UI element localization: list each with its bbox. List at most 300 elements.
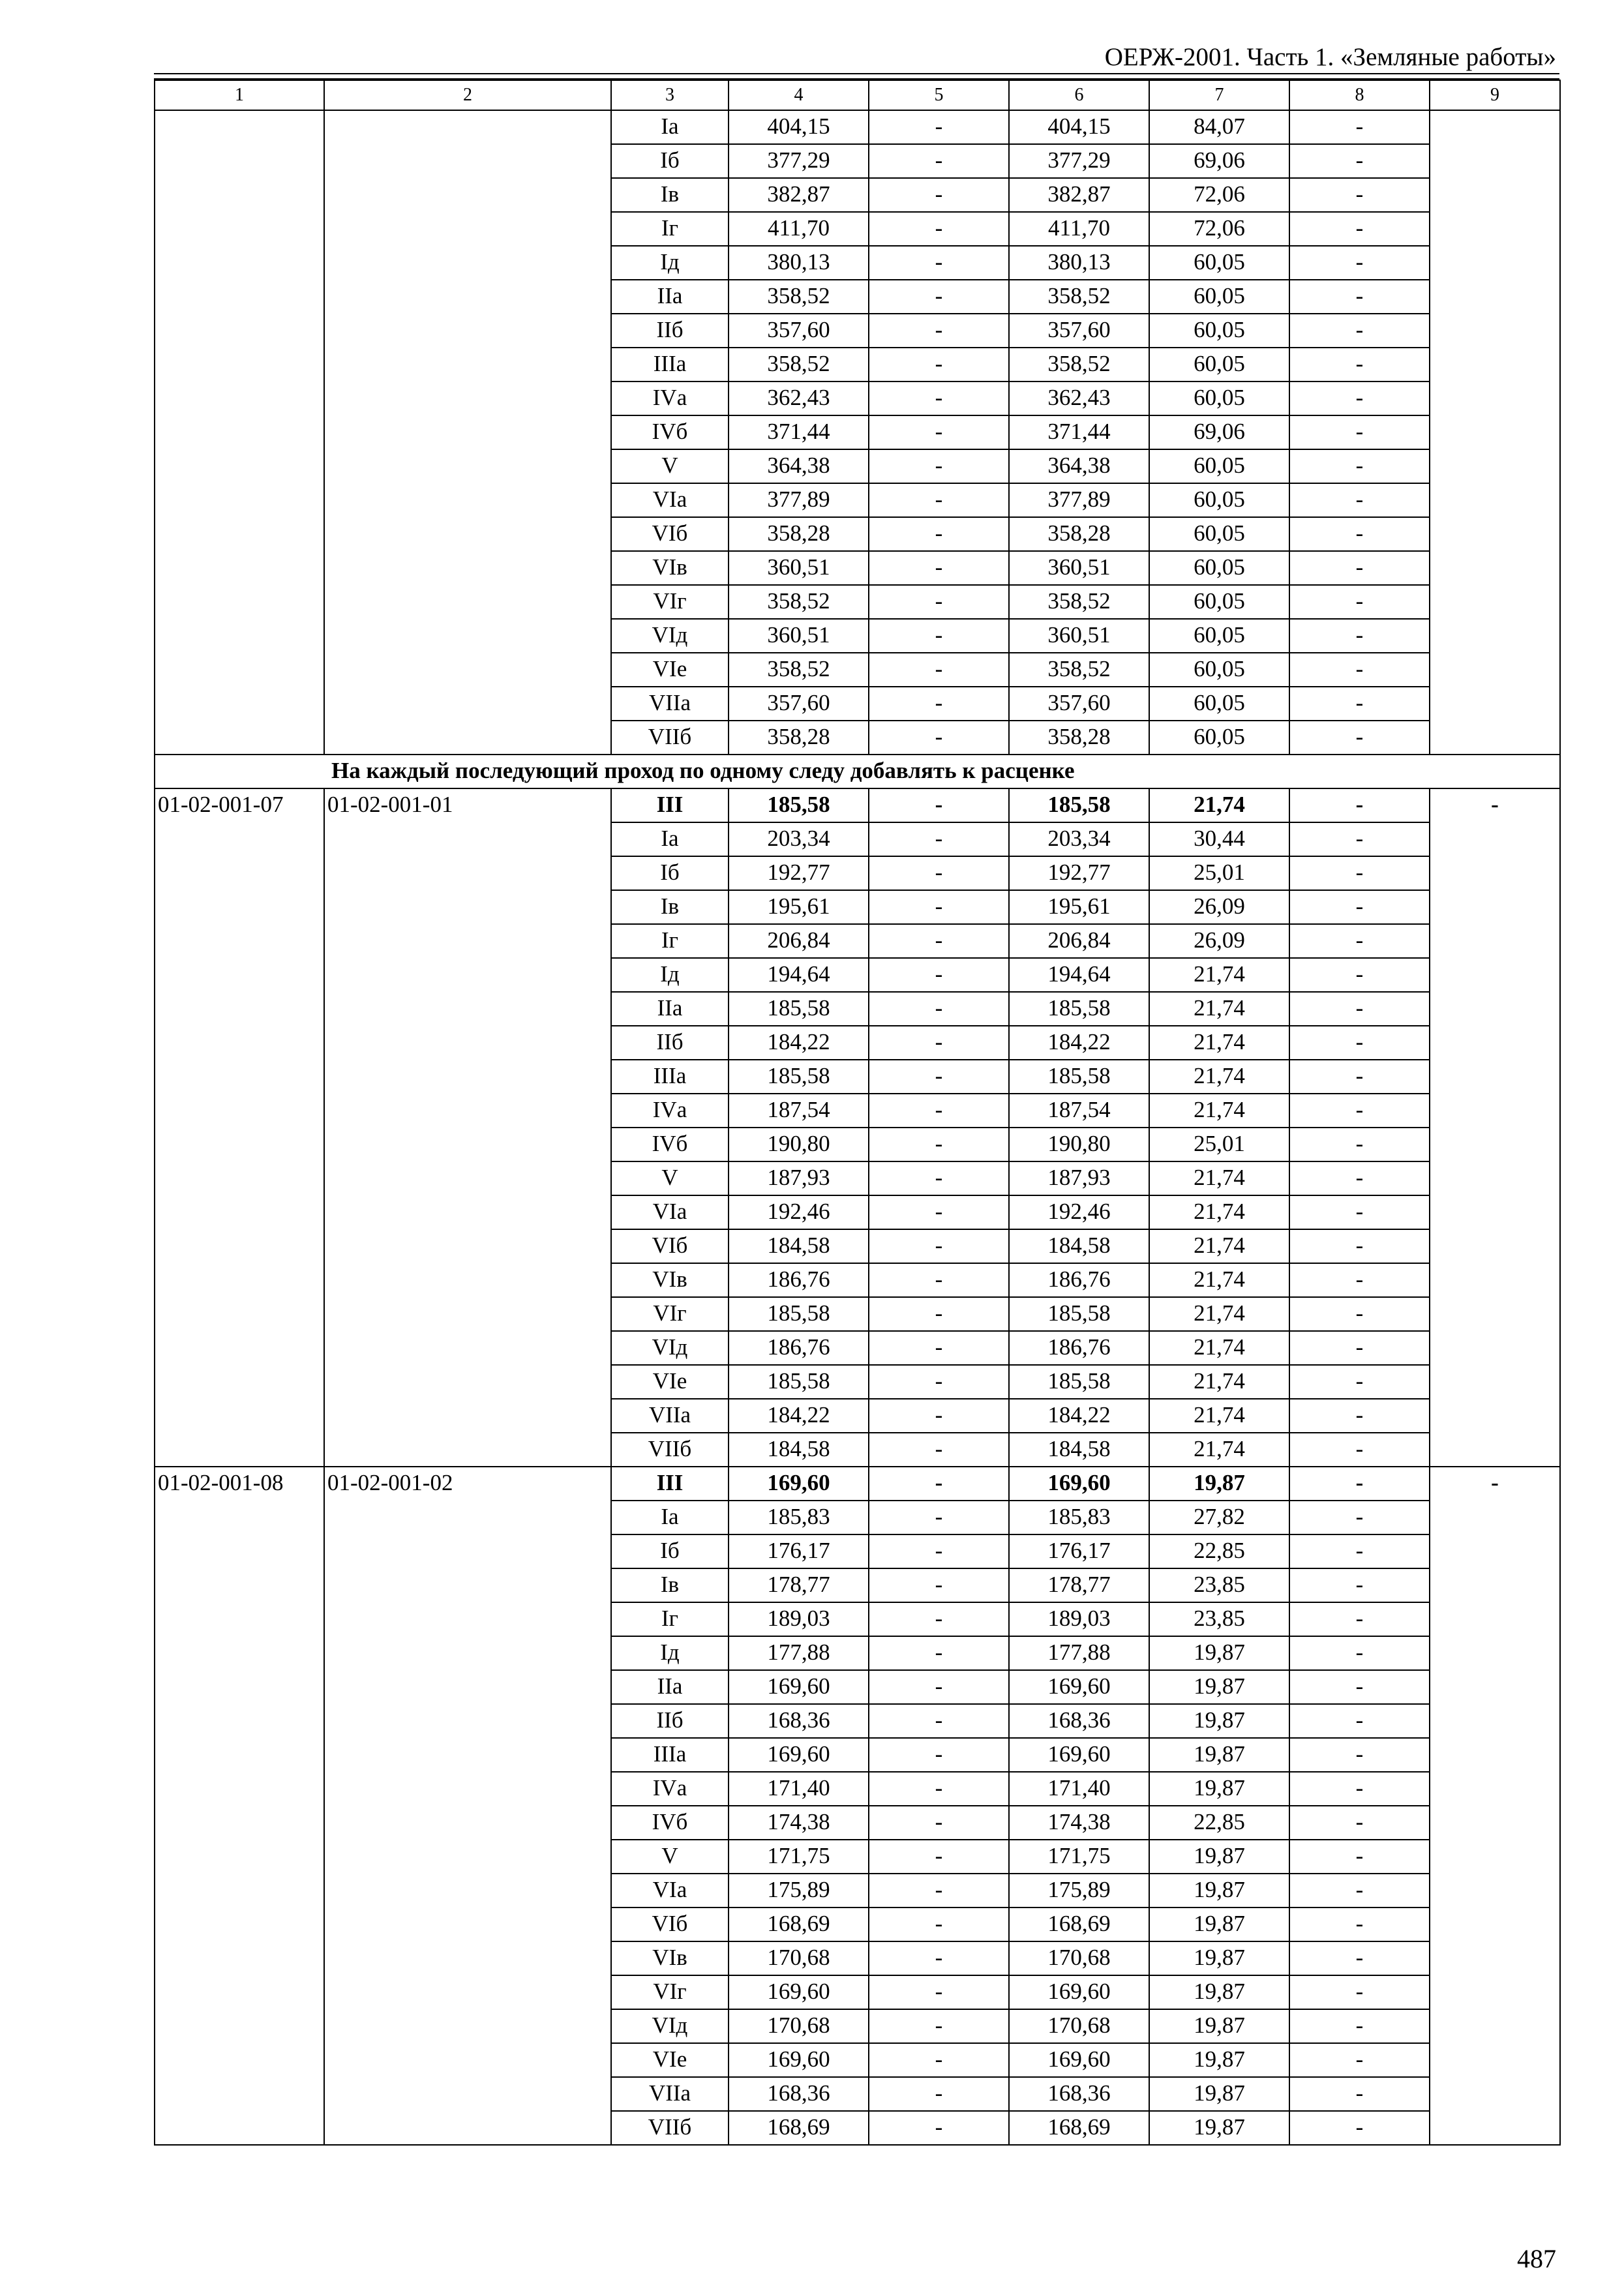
table-cell: -: [869, 1874, 1009, 1908]
table-cell: -: [869, 382, 1009, 415]
table-cell: IVб: [611, 1128, 729, 1161]
table-cell: -: [1289, 280, 1430, 314]
table-cell: 19,87: [1149, 1772, 1289, 1806]
table-cell: 30,44: [1149, 822, 1289, 856]
table-cell: -: [1289, 1806, 1430, 1840]
table-cell: 169,60: [729, 1467, 869, 1501]
table-cell: 19,87: [1149, 1840, 1289, 1874]
table-cell: -: [1289, 585, 1430, 619]
table-cell: 377,29: [1009, 144, 1149, 178]
table-cell: 358,52: [1009, 585, 1149, 619]
table-cell: 21,74: [1149, 958, 1289, 992]
table-cell: 2: [324, 80, 611, 110]
table-cell: 358,28: [729, 517, 869, 551]
table-cell: 192,77: [1009, 856, 1149, 890]
table-cell: 84,07: [1149, 110, 1289, 144]
table-cell: 27,82: [1149, 1501, 1289, 1534]
table-cell: 19,87: [1149, 1738, 1289, 1772]
table-cell: -: [1289, 1161, 1430, 1195]
table-cell: 21,74: [1149, 1195, 1289, 1229]
table-cell: -: [1289, 212, 1430, 246]
table-cell: 194,64: [1009, 958, 1149, 992]
table-cell: IVа: [611, 1094, 729, 1128]
table-cell: 186,76: [1009, 1263, 1149, 1297]
table-cell: 170,68: [1009, 2009, 1149, 2043]
rates-table: [154, 80, 1561, 2146]
table-cell: 19,87: [1149, 1636, 1289, 1670]
table-cell: 184,22: [729, 1026, 869, 1060]
table-cell: -: [869, 551, 1009, 585]
table-cell: -: [1289, 449, 1430, 483]
table-cell: -: [869, 1060, 1009, 1094]
table-cell: VIв: [611, 1263, 729, 1297]
table-cell: 194,64: [729, 958, 869, 992]
table-cell: VIв: [611, 1941, 729, 1975]
table-cell: 60,05: [1149, 517, 1289, 551]
table-cell: -: [1289, 1467, 1430, 1501]
table-cell: 72,06: [1149, 178, 1289, 212]
table-cell: -: [869, 958, 1009, 992]
table-cell: 175,89: [729, 1874, 869, 1908]
table-cell: -: [1289, 958, 1430, 992]
table-cell: IVа: [611, 382, 729, 415]
table-cell: -: [869, 1840, 1009, 1874]
table-cell: 186,76: [1009, 1331, 1149, 1365]
table-cell: 360,51: [1009, 619, 1149, 653]
table-cell: 192,46: [1009, 1195, 1149, 1229]
table-cell: -: [869, 822, 1009, 856]
table-cell: 358,28: [1009, 721, 1149, 755]
table-cell: VIIб: [611, 1433, 729, 1467]
table-cell: 26,09: [1149, 924, 1289, 958]
table-cell: 19,87: [1149, 2077, 1289, 2111]
table-cell: 169,60: [729, 1975, 869, 2009]
table-cell: VIб: [611, 517, 729, 551]
table-cell: 377,29: [729, 144, 869, 178]
table-cell: 177,88: [1009, 1636, 1149, 1670]
table-cell: 411,70: [1009, 212, 1149, 246]
table-cell: На каждый последующий проход по одному следу добавлять к расценке: [155, 755, 1560, 788]
table-cell: 169,60: [729, 1670, 869, 1704]
table-cell: 185,83: [1009, 1501, 1149, 1534]
table-cell: 184,58: [729, 1229, 869, 1263]
table-cell: VIг: [611, 1297, 729, 1331]
table-cell: 170,68: [729, 1941, 869, 1975]
table-cell: -: [869, 1636, 1009, 1670]
table-cell: 72,06: [1149, 212, 1289, 246]
table-cell: -: [869, 1297, 1009, 1331]
table-cell: IIа: [611, 280, 729, 314]
table-cell: 21,74: [1149, 1365, 1289, 1399]
table-cell: 192,77: [729, 856, 869, 890]
table-cell: 185,58: [729, 1060, 869, 1094]
table-cell: -: [869, 246, 1009, 280]
table-cell: 01-02-001-02: [324, 1467, 611, 2145]
table-cell: Iд: [611, 1636, 729, 1670]
table-cell: -: [869, 1670, 1009, 1704]
table-cell: V: [611, 449, 729, 483]
table-cell: 21,74: [1149, 1331, 1289, 1365]
table-cell: -: [869, 619, 1009, 653]
table-cell: 170,68: [729, 2009, 869, 2043]
table-cell: 5: [869, 80, 1009, 110]
table-cell: 184,22: [729, 1399, 869, 1433]
table-cell: -: [1289, 1026, 1430, 1060]
table-cell: 360,51: [1009, 551, 1149, 585]
table-cell: -: [1289, 1568, 1430, 1602]
table-cell: 178,77: [1009, 1568, 1149, 1602]
table-cell: 21,74: [1149, 1060, 1289, 1094]
table-cell: 185,58: [1009, 1365, 1149, 1399]
table-cell: 187,93: [729, 1161, 869, 1195]
table-cell: -: [869, 1501, 1009, 1534]
table-cell: 177,88: [729, 1636, 869, 1670]
document-title: ОЕРЖ-2001. Часть 1. «Земляные работы»: [1104, 43, 1556, 71]
table-cell: Iа: [611, 822, 729, 856]
table-cell: Iб: [611, 1534, 729, 1568]
table-cell: -: [1289, 1636, 1430, 1670]
table-cell: 19,87: [1149, 1467, 1289, 1501]
table-cell: 21,74: [1149, 1297, 1289, 1331]
table-cell: -: [869, 924, 1009, 958]
table-cell: -: [1289, 1874, 1430, 1908]
table-cell: VIд: [611, 1331, 729, 1365]
table-cell: -: [1289, 1297, 1430, 1331]
table-cell: 19,87: [1149, 1941, 1289, 1975]
table-cell: 357,60: [1009, 314, 1149, 348]
table-cell: Iг: [611, 1602, 729, 1636]
table-row: [155, 788, 1560, 822]
table-cell: -: [869, 110, 1009, 144]
table-cell: -: [1289, 551, 1430, 585]
table-cell: -: [869, 348, 1009, 382]
table-cell: 184,22: [1009, 1399, 1149, 1433]
table-cell: 21,74: [1149, 1094, 1289, 1128]
table-cell: 358,28: [1009, 517, 1149, 551]
table-cell: 169,60: [1009, 1467, 1149, 1501]
table-cell: V: [611, 1161, 729, 1195]
table-cell: Iв: [611, 890, 729, 924]
table-cell: -: [1289, 1840, 1430, 1874]
page-number: 487: [1517, 2244, 1556, 2273]
table-cell: Iг: [611, 212, 729, 246]
table-cell: 60,05: [1149, 348, 1289, 382]
table-cell: -: [869, 1908, 1009, 1941]
table-cell: -: [869, 890, 1009, 924]
table-cell: 187,54: [729, 1094, 869, 1128]
table-cell: -: [1289, 1128, 1430, 1161]
table-cell: -: [1289, 1772, 1430, 1806]
table-cell: V: [611, 1840, 729, 1874]
table-cell: -: [1289, 348, 1430, 382]
table-cell: 1: [155, 80, 324, 110]
table-cell: 357,60: [729, 314, 869, 348]
table-cell: 411,70: [729, 212, 869, 246]
table-cell: 185,83: [729, 1501, 869, 1534]
table-cell: -: [869, 2111, 1009, 2145]
table-cell: 178,77: [729, 1568, 869, 1602]
page-header: [154, 38, 1556, 77]
table-cell: -: [869, 1772, 1009, 1806]
table-cell: 21,74: [1149, 992, 1289, 1026]
table-cell: Iд: [611, 958, 729, 992]
table-cell: 60,05: [1149, 687, 1289, 721]
table-cell: -: [869, 2043, 1009, 2077]
table-cell: 189,03: [1009, 1602, 1149, 1636]
table-cell: VIIа: [611, 2077, 729, 2111]
table-cell: IIб: [611, 1704, 729, 1738]
table-cell: -: [1289, 1602, 1430, 1636]
table-cell: -: [869, 585, 1009, 619]
table-cell: -: [1289, 110, 1430, 144]
table-cell: 362,43: [1009, 382, 1149, 415]
table-cell: 187,54: [1009, 1094, 1149, 1128]
table-cell: -: [869, 212, 1009, 246]
table-cell: -: [869, 280, 1009, 314]
table-cell: IVб: [611, 1806, 729, 1840]
table-cell: 25,01: [1149, 856, 1289, 890]
table-cell: 170,68: [1009, 1941, 1149, 1975]
table-cell: VIг: [611, 1975, 729, 2009]
table-cell: 175,89: [1009, 1874, 1149, 1908]
table-cell: 8: [1289, 80, 1430, 110]
table-cell: VIIб: [611, 721, 729, 755]
table-row: [155, 110, 1560, 144]
table-cell: 357,60: [1009, 687, 1149, 721]
table-cell: 362,43: [729, 382, 869, 415]
table-cell: 176,17: [1009, 1534, 1149, 1568]
table-cell: IVб: [611, 415, 729, 449]
table-cell: 371,44: [1009, 415, 1149, 449]
table-cell: VIе: [611, 653, 729, 687]
table-cell: 358,52: [1009, 348, 1149, 382]
table-cell: -: [1289, 822, 1430, 856]
table-cell: -: [869, 1941, 1009, 1975]
table-cell: 19,87: [1149, 1975, 1289, 2009]
table-cell: 404,15: [729, 110, 869, 144]
table-cell: VIе: [611, 1365, 729, 1399]
table-cell: [1430, 110, 1560, 755]
table-cell: 184,58: [729, 1433, 869, 1467]
table-cell: -: [869, 1195, 1009, 1229]
table-cell: 60,05: [1149, 314, 1289, 348]
table-cell: 364,38: [1009, 449, 1149, 483]
table-cell: 69,06: [1149, 415, 1289, 449]
table-cell: -: [869, 1534, 1009, 1568]
table-cell: 171,40: [729, 1772, 869, 1806]
table-cell: -: [869, 1975, 1009, 2009]
table-cell: VIIа: [611, 687, 729, 721]
table-cell: 184,58: [1009, 1229, 1149, 1263]
table-cell: -: [1289, 1094, 1430, 1128]
table-cell: 185,58: [729, 992, 869, 1026]
table-cell: 203,34: [1009, 822, 1149, 856]
table-cell: 01-02-001-08: [155, 1467, 324, 2145]
table-cell: -: [1289, 1433, 1430, 1467]
table-cell: 01-02-001-07: [155, 788, 324, 1467]
table-cell: -: [869, 856, 1009, 890]
table-cell: 171,75: [1009, 1840, 1149, 1874]
table-cell: [155, 110, 324, 755]
table-cell: VIе: [611, 2043, 729, 2077]
section-heading-row: [155, 755, 1560, 788]
table-cell: 364,38: [729, 449, 869, 483]
table-cell: -: [1289, 2111, 1430, 2145]
table-cell: 168,69: [729, 2111, 869, 2145]
table-cell: -: [869, 1026, 1009, 1060]
table-cell: -: [869, 1602, 1009, 1636]
table-cell: -: [869, 483, 1009, 517]
table-cell: 382,87: [729, 178, 869, 212]
table-cell: -: [1289, 314, 1430, 348]
table-cell: 21,74: [1149, 1399, 1289, 1433]
table-cell: -: [1289, 856, 1430, 890]
table-cell: -: [869, 1399, 1009, 1433]
table-cell: 21,74: [1149, 1026, 1289, 1060]
table-cell: 60,05: [1149, 551, 1289, 585]
table-cell: 3: [611, 80, 729, 110]
table-cell: -: [1289, 1263, 1430, 1297]
table-cell: 371,44: [729, 415, 869, 449]
table-cell: -: [1289, 1501, 1430, 1534]
table-cell: -: [1289, 788, 1430, 822]
table-cell: 60,05: [1149, 280, 1289, 314]
table-cell: IVа: [611, 1772, 729, 1806]
table-cell: -: [869, 1229, 1009, 1263]
table-cell: -: [1289, 1534, 1430, 1568]
table-cell: 168,69: [1009, 2111, 1149, 2145]
table-cell: 168,36: [729, 2077, 869, 2111]
table-cell: 19,87: [1149, 2111, 1289, 2145]
table-cell: VIа: [611, 483, 729, 517]
table-cell: 189,03: [729, 1602, 869, 1636]
table-cell: Iб: [611, 856, 729, 890]
table-cell: -: [1289, 1195, 1430, 1229]
table-cell: -: [869, 1568, 1009, 1602]
table-cell: -: [1289, 619, 1430, 653]
table-cell: 169,60: [1009, 1738, 1149, 1772]
table-cell: -: [1430, 788, 1560, 1467]
table-cell: -: [1289, 1908, 1430, 1941]
table-cell: Iв: [611, 178, 729, 212]
table-cell: 377,89: [729, 483, 869, 517]
table-cell: 19,87: [1149, 1908, 1289, 1941]
table-cell: 195,61: [1009, 890, 1149, 924]
table-cell: 357,60: [729, 687, 869, 721]
table-cell: -: [1289, 1331, 1430, 1365]
table-cell: -: [869, 992, 1009, 1026]
table-row: [155, 1467, 1560, 1501]
table-cell: 23,85: [1149, 1568, 1289, 1602]
table-cell: -: [869, 1094, 1009, 1128]
table-cell: 60,05: [1149, 449, 1289, 483]
table-cell: VIа: [611, 1195, 729, 1229]
table-cell: 176,17: [729, 1534, 869, 1568]
table-cell: -: [1289, 890, 1430, 924]
table-cell: 382,87: [1009, 178, 1149, 212]
table-cell: 19,87: [1149, 1874, 1289, 1908]
table-cell: -: [869, 1263, 1009, 1297]
table-cell: -: [1289, 687, 1430, 721]
table-cell: 358,52: [729, 280, 869, 314]
table-cell: -: [1289, 1941, 1430, 1975]
table-cell: -: [869, 788, 1009, 822]
table-cell: -: [1430, 1467, 1560, 2145]
table-cell: 22,85: [1149, 1806, 1289, 1840]
table-cell: 186,76: [729, 1331, 869, 1365]
table-cell: III: [611, 1467, 729, 1501]
table-cell: 168,69: [729, 1908, 869, 1941]
table-cell: -: [869, 449, 1009, 483]
table-cell: 19,87: [1149, 1670, 1289, 1704]
table-cell: 358,52: [1009, 653, 1149, 687]
table-cell: -: [869, 314, 1009, 348]
table-cell: 60,05: [1149, 483, 1289, 517]
table-cell: [324, 110, 611, 755]
table-cell: 380,13: [729, 246, 869, 280]
table-cell: IIб: [611, 1026, 729, 1060]
table-cell: 171,40: [1009, 1772, 1149, 1806]
table-cell: 358,52: [729, 585, 869, 619]
table-cell: 26,09: [1149, 890, 1289, 924]
table-cell: -: [869, 721, 1009, 755]
table-cell: -: [869, 2077, 1009, 2111]
table-cell: -: [1289, 2043, 1430, 2077]
table-cell: Iд: [611, 246, 729, 280]
table-cell: 60,05: [1149, 382, 1289, 415]
table-cell: 21,74: [1149, 1161, 1289, 1195]
table-cell: 19,87: [1149, 2009, 1289, 2043]
table-cell: 25,01: [1149, 1128, 1289, 1161]
table-cell: 358,52: [729, 653, 869, 687]
table-cell: 168,36: [1009, 1704, 1149, 1738]
table-cell: 190,80: [1009, 1128, 1149, 1161]
table-cell: Iг: [611, 924, 729, 958]
table-cell: -: [1289, 2077, 1430, 2111]
table-cell: -: [869, 415, 1009, 449]
table-cell: VIIа: [611, 1399, 729, 1433]
table-cell: 6: [1009, 80, 1149, 110]
table-cell: 171,75: [729, 1840, 869, 1874]
table-cell: 69,06: [1149, 144, 1289, 178]
table-cell: 169,60: [1009, 1975, 1149, 2009]
table-cell: VIв: [611, 551, 729, 585]
table-cell: -: [869, 1433, 1009, 1467]
table-cell: -: [869, 1331, 1009, 1365]
table-cell: 185,58: [1009, 1060, 1149, 1094]
table-cell: -: [1289, 992, 1430, 1026]
table-cell: 190,80: [729, 1128, 869, 1161]
table-cell: IIIа: [611, 348, 729, 382]
table-cell: 185,58: [1009, 1297, 1149, 1331]
table-cell: 360,51: [729, 551, 869, 585]
table-cell: 358,52: [729, 348, 869, 382]
table-cell: 185,58: [729, 788, 869, 822]
table-cell: -: [1289, 721, 1430, 755]
table-cell: 404,15: [1009, 110, 1149, 144]
table-cell: 380,13: [1009, 246, 1149, 280]
header-rule: [154, 73, 1559, 74]
table-cell: Iб: [611, 144, 729, 178]
table-cell: 19,87: [1149, 2043, 1289, 2077]
table-cell: 23,85: [1149, 1602, 1289, 1636]
table-cell: 01-02-001-01: [324, 788, 611, 1467]
table-cell: 360,51: [729, 619, 869, 653]
table-cell: VIд: [611, 619, 729, 653]
table-cell: 358,28: [729, 721, 869, 755]
table-cell: -: [869, 1365, 1009, 1399]
table-cell: -: [1289, 1399, 1430, 1433]
